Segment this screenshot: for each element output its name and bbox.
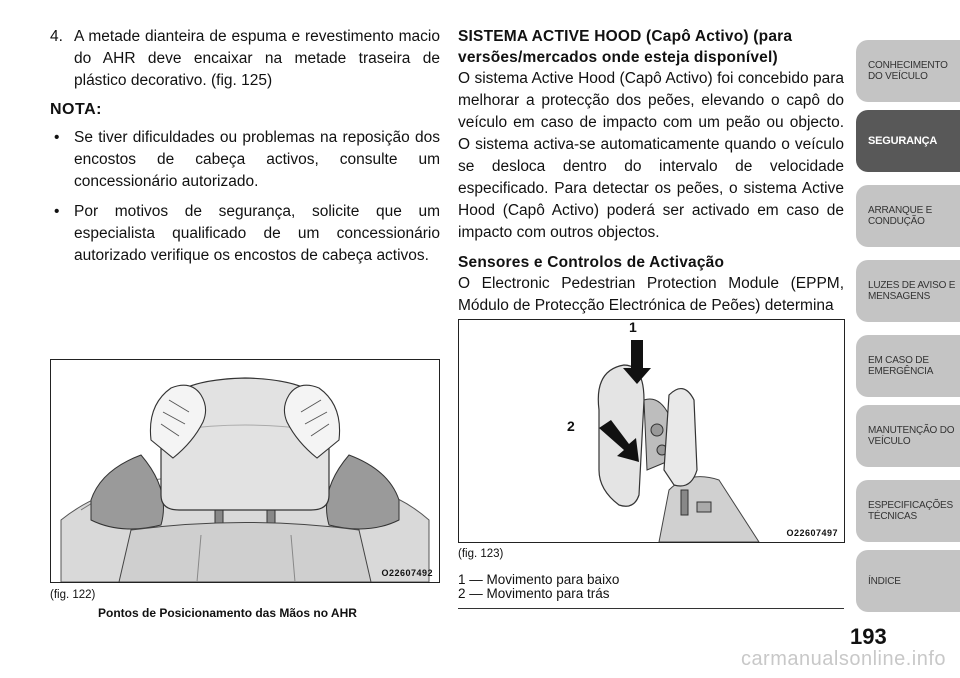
- callout-1: 1: [629, 319, 637, 335]
- tab-label: ESPECIFICAÇÕES TÉCNICAS: [868, 500, 953, 522]
- tab-label: SEGURANÇA: [868, 134, 938, 147]
- left-column: [50, 26, 440, 267]
- bullet-item: [50, 127, 440, 193]
- active-headrest-illustration: [459, 320, 844, 542]
- figure-title: Pontos de Posicionamento das Mãos no AHR: [98, 606, 357, 620]
- tab-manutencao[interactable]: [856, 405, 960, 467]
- section-paragraph: O sistema Active Hood (Capô Activo) foi concebido para melhorar a protecção dos peões, elevando o capô do veículo em caso de impacto com um peão ou objecto. O sistema activa-se automaticamente quando o veículo se desloca dentro do intervalo de velocidade especificado. Para detectar os peões, o sistema Active Hood (Capô Activo) poderá ser activado em caso de impacto com outros objectos.: [458, 70, 844, 241]
- bullet-text: Se tiver dificuldades ou problemas na reposição dos encostos de cabeça activos, consulte um concessionário autorizado.: [74, 129, 440, 190]
- figure-code: O22607492: [381, 568, 433, 578]
- tab-especificacoes[interactable]: [856, 480, 960, 542]
- tab-emergencia[interactable]: [856, 335, 960, 397]
- tab-seguranca[interactable]: [856, 110, 960, 172]
- tab-indice[interactable]: [856, 550, 960, 612]
- right-column: [458, 26, 844, 317]
- tab-label: ÍNDICE: [868, 575, 901, 587]
- bullet-text: Por motivos de segurança, solicite que um especialista qualificado de um concessionário autorizado verifique os encostos de cabeça activos.: [74, 203, 440, 264]
- figure-ref: (fig. 122): [50, 589, 96, 601]
- figure-code: O22607497: [786, 528, 838, 538]
- step-text: A metade dianteira de espuma e revestimento macio do AHR deve encaixar na metade traseira de plástico decorativo. (fig. 125): [74, 28, 440, 89]
- legend-item: 2 — Movimento para trás: [458, 586, 610, 601]
- figure-ref: (fig. 123): [458, 548, 504, 560]
- tab-arranque[interactable]: [856, 185, 960, 247]
- subsection-heading: Sensores e Controlos de Activação: [458, 254, 725, 271]
- legend-item: 1 — Movimento para baixo: [458, 572, 620, 587]
- tab-label: CONHECIMENTO DO VEÍCULO: [868, 60, 948, 82]
- step-number: 4.: [50, 28, 63, 45]
- headrest-hands-illustration: [51, 360, 439, 582]
- figure-legend: [458, 573, 844, 601]
- active-headrest-figure: [458, 319, 845, 543]
- page-number: 193: [850, 624, 887, 649]
- tab-label: MANUTENÇÃO DO VEÍCULO: [868, 425, 955, 447]
- watermark: carmanualsonline.info: [740, 648, 946, 670]
- bullet-dot: •: [54, 203, 60, 220]
- nota-heading: NOTA:: [50, 101, 102, 118]
- tab-luzes[interactable]: [856, 260, 960, 322]
- tab-label: ARRANQUE E CONDUÇÃO: [868, 205, 933, 227]
- bullet-dot: •: [54, 129, 60, 146]
- headrest-hands-figure: [50, 359, 440, 583]
- callout-2: 2: [567, 418, 575, 434]
- step-4: [50, 26, 440, 92]
- bullet-item: [50, 201, 440, 267]
- tab-label: LUZES DE AVISO E MENSAGENS: [868, 280, 956, 302]
- tab-conhecimento[interactable]: [856, 40, 960, 102]
- divider: [458, 608, 844, 609]
- tab-label: EM CASO DE EMERGÊNCIA: [868, 355, 934, 377]
- subsection-paragraph: O Electronic Pedestrian Protection Module (EPPM, Módulo de Protecção Electrónica de Peões) determina: [458, 275, 844, 314]
- section-heading: SISTEMA ACTIVE HOOD (Capô Activo) (para versões/mercados onde esteja disponível): [458, 28, 793, 66]
